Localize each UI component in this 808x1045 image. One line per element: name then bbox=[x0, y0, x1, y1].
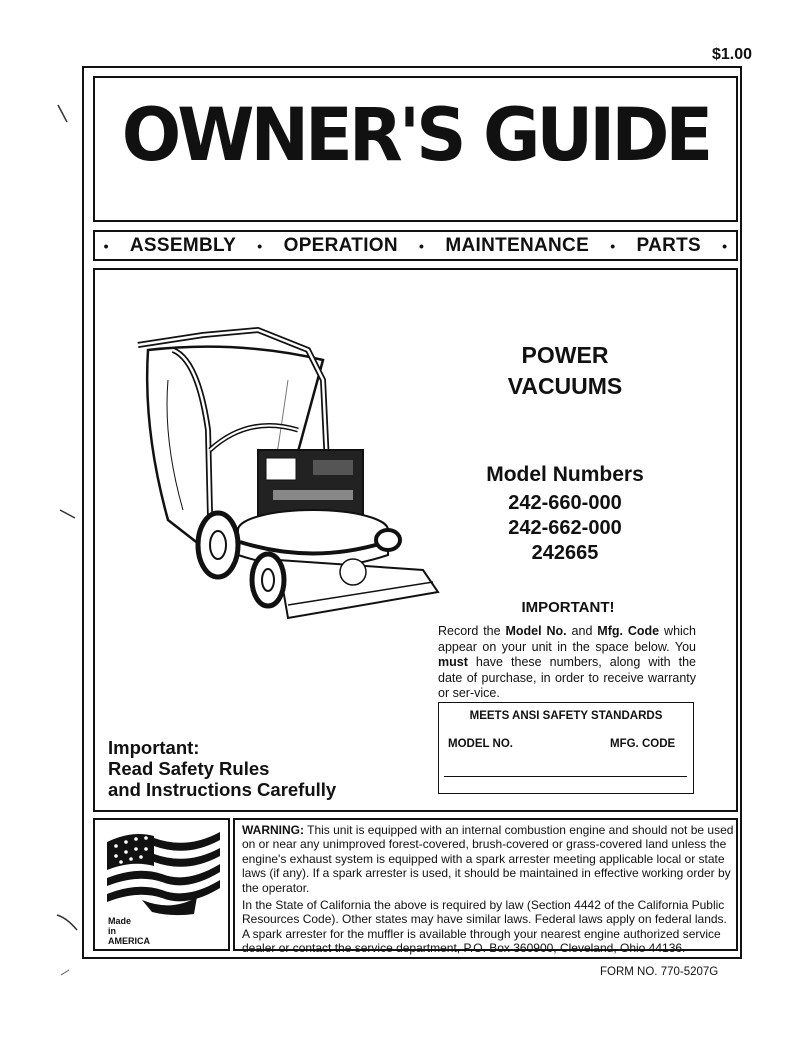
model-number: 242665 bbox=[531, 542, 599, 564]
important-paragraph bbox=[438, 624, 696, 702]
model-number: 242-662-000 bbox=[508, 517, 622, 539]
model-no-label: MODEL NO. bbox=[448, 738, 513, 750]
form-number: FORM NO. 770-5207G bbox=[600, 966, 719, 978]
section-assembly: ASSEMBLY bbox=[129, 234, 237, 256]
record-line bbox=[444, 776, 687, 777]
section-maintenance: MAINTENANCE bbox=[445, 234, 590, 256]
text-bold: Mfg. Code bbox=[597, 624, 660, 638]
ansi-title: MEETS ANSI SAFETY STANDARDS bbox=[469, 710, 663, 722]
product-title bbox=[455, 340, 675, 402]
model-number-list bbox=[455, 491, 675, 566]
bullet: • bbox=[722, 237, 728, 254]
bullet: • bbox=[419, 237, 425, 254]
bullet: • bbox=[257, 237, 263, 254]
section-bar bbox=[93, 232, 738, 259]
page-title: OWNER'S GUIDE bbox=[121, 91, 710, 179]
text-run: and bbox=[566, 624, 598, 638]
text-bold: must bbox=[438, 655, 468, 669]
text-run: have these numbers, along with the date of purchase, in order to receive warranty or ser-vice. bbox=[438, 655, 696, 700]
flag-label-line: Made bbox=[108, 916, 132, 926]
mfg-code-label: MFG. CODE bbox=[610, 738, 676, 750]
flag-label-line: AMERICA bbox=[108, 936, 150, 946]
text-bold: Model No. bbox=[505, 624, 567, 638]
section-operation: OPERATION bbox=[283, 234, 398, 256]
model-number: 242-660-000 bbox=[508, 492, 622, 514]
bullet: • bbox=[103, 237, 109, 254]
warning-label: WARNING: bbox=[242, 823, 304, 837]
text-run: Record the bbox=[438, 624, 506, 638]
safety-callout bbox=[108, 737, 336, 800]
product-title-line2: VACUUMS bbox=[507, 373, 623, 399]
important-heading: IMPORTANT! bbox=[521, 599, 615, 616]
flag-label-line: in bbox=[108, 926, 116, 936]
american-flag-icon bbox=[102, 822, 224, 917]
warning-paragraph bbox=[242, 823, 734, 895]
section-parts: PARTS bbox=[636, 234, 702, 256]
power-vacuum-illustration bbox=[128, 320, 448, 620]
made-in-america-label bbox=[108, 916, 150, 946]
model-numbers-heading: Model Numbers bbox=[486, 463, 644, 486]
safety-callout-line: Important: bbox=[108, 737, 200, 758]
text-run: which appear on your unit in the space below. You bbox=[438, 624, 696, 654]
warning-text bbox=[242, 823, 734, 959]
product-title-line1: POWER bbox=[521, 342, 609, 368]
warning-paragraph: In the State of California the above is required by law (Section 4442 of the California Public Resources Code). Other states may have similar laws. Federal laws apply on federal lands. A spark arrester for the muffler is available through your nearest engine authorized service dealer or contact the service department, P.O. Box 360900, Cleveland, Ohio 44136. bbox=[242, 898, 727, 956]
safety-callout-line: Read Safety Rules bbox=[108, 758, 270, 779]
bullet: • bbox=[610, 237, 616, 254]
price: $1.00 bbox=[712, 46, 753, 63]
safety-callout-line: and Instructions Carefully bbox=[108, 779, 337, 800]
scan-marks bbox=[55, 100, 85, 1000]
warning-body: This unit is equipped with an internal combustion engine and should not be used on or near any unimproved forest-covered, brush-covered or grass-covered land unless the engine's exhaust system is equipped with a spark arrester meeting applicable local or state laws (if any). If a spark arrester is used, it should be maintained in effective working order by the operator. bbox=[242, 823, 734, 895]
